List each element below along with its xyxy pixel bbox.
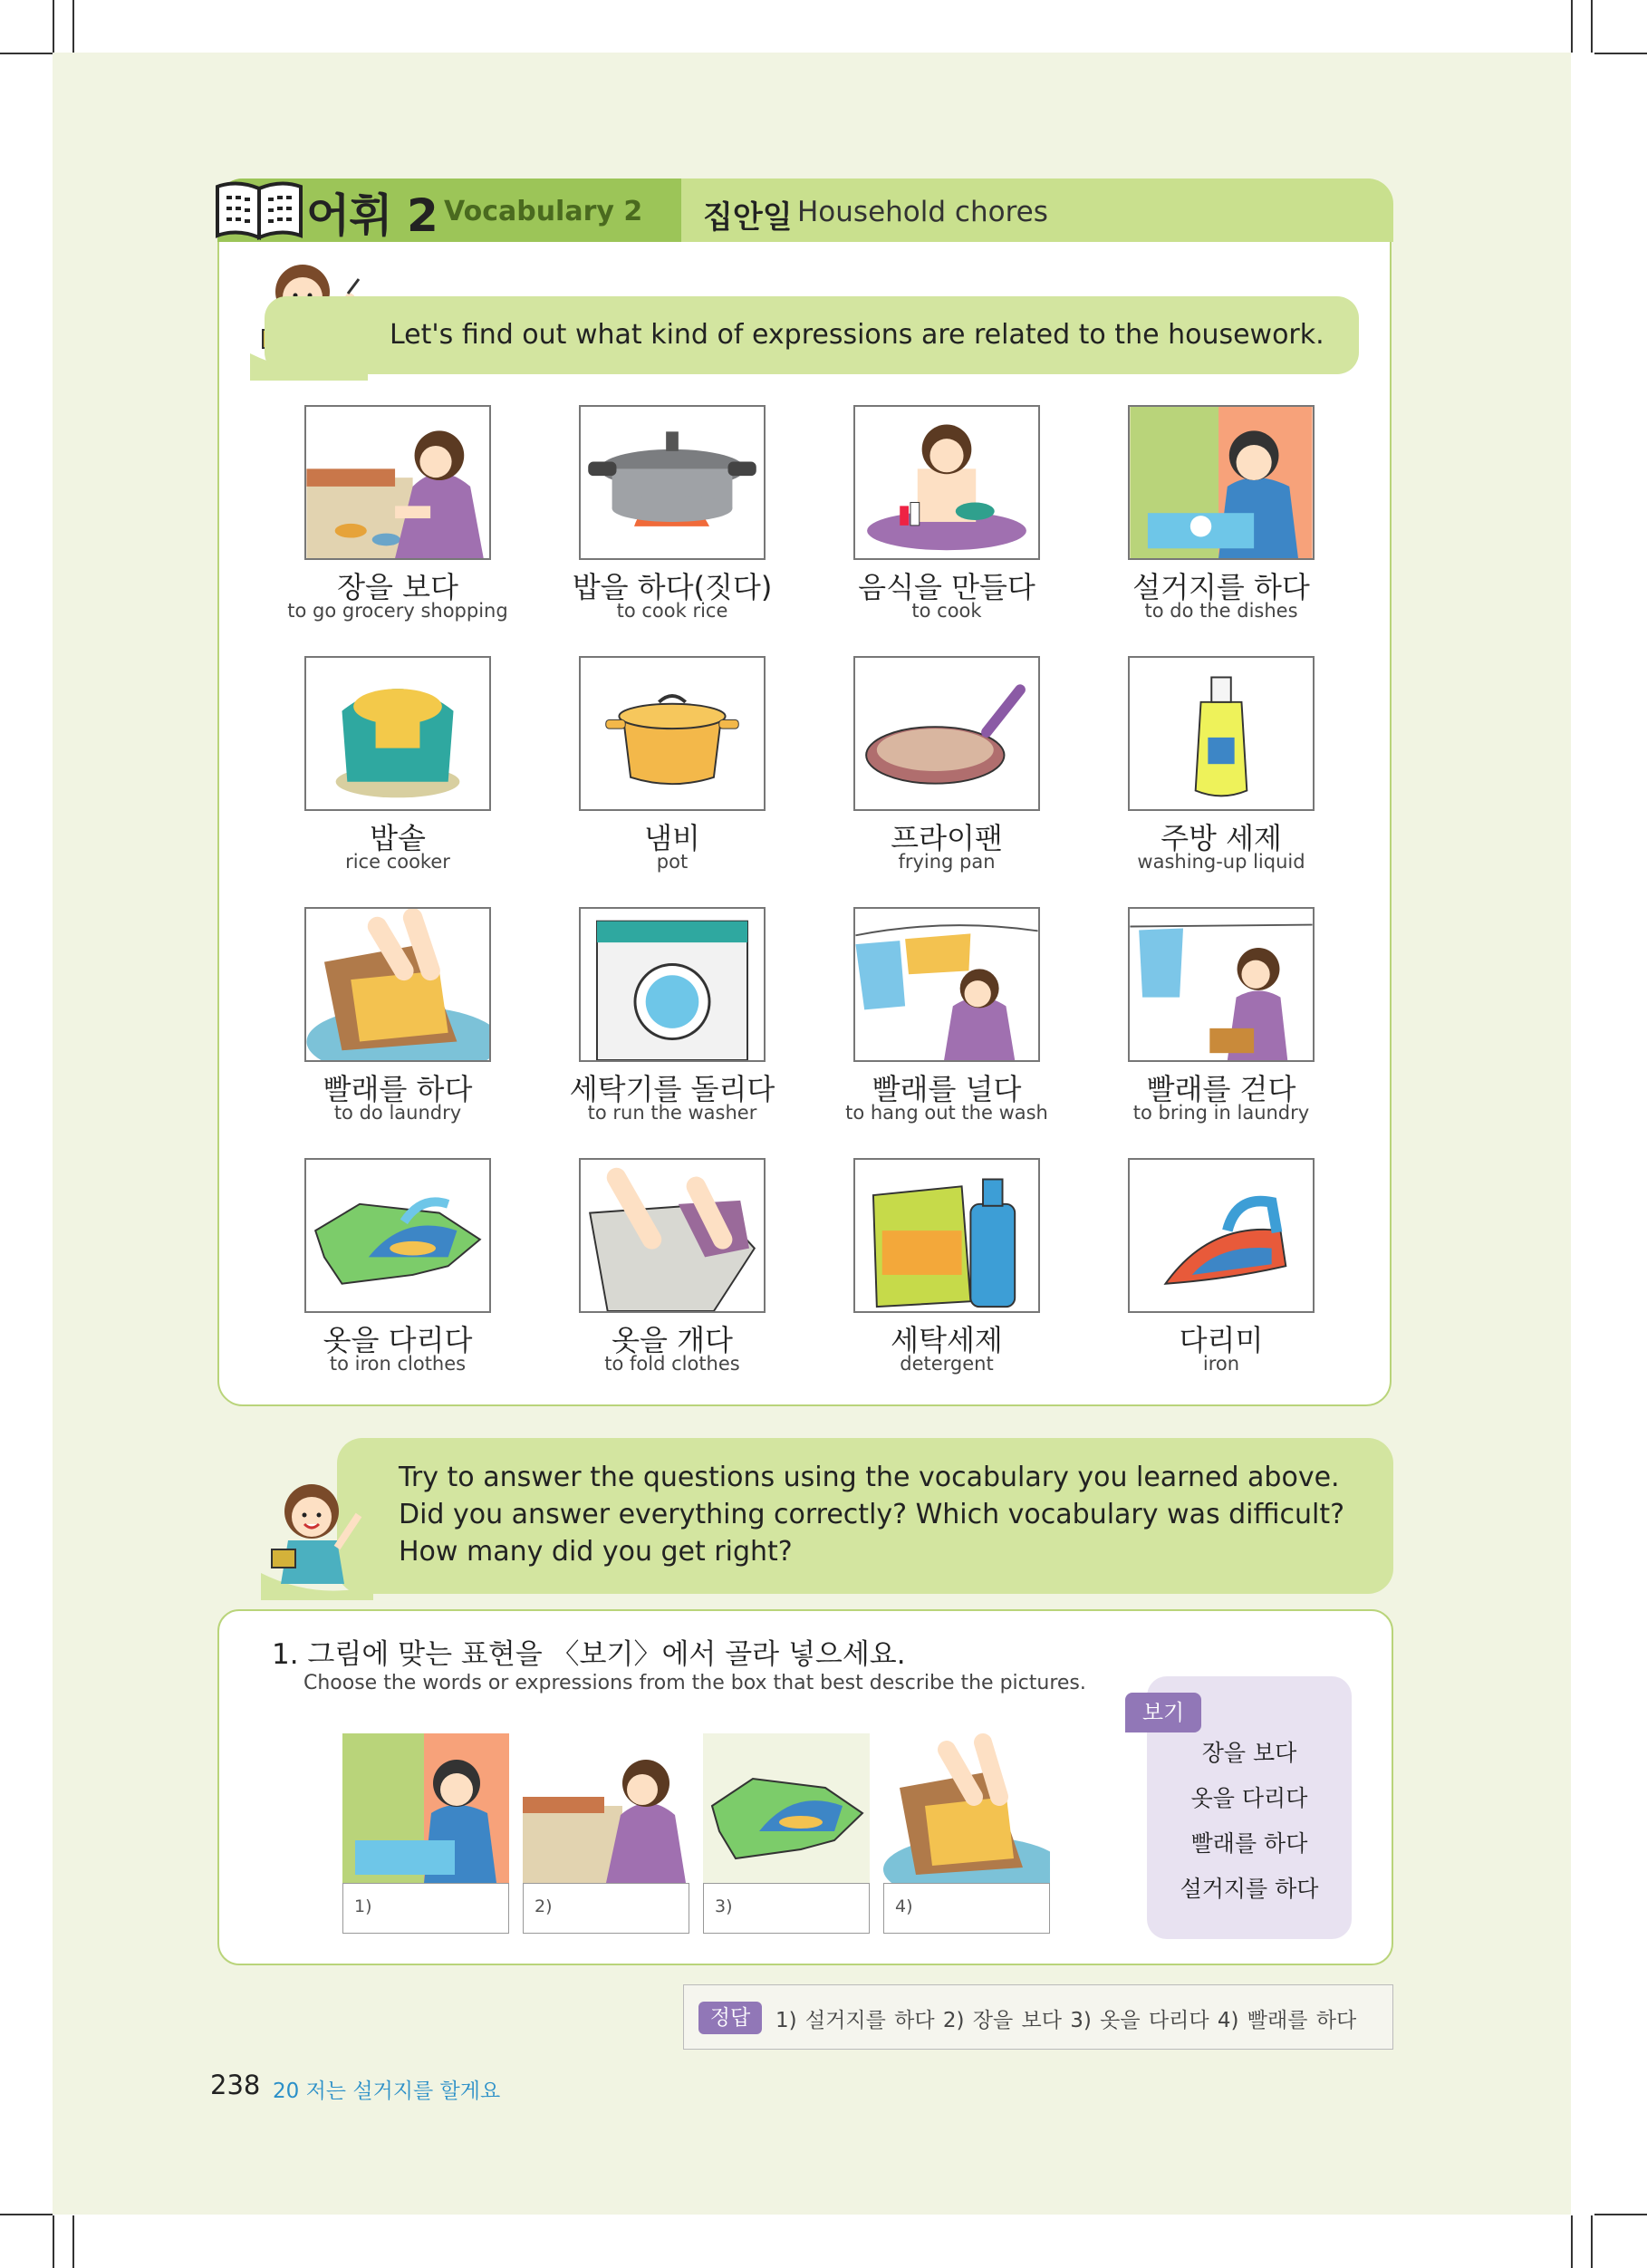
item-number: 2) xyxy=(535,1896,553,1916)
vocab-korean: 세탁기를 돌리다 xyxy=(569,1072,775,1106)
vocab-english: rice cooker xyxy=(345,851,450,873)
vocab-english: to iron clothes xyxy=(329,1353,467,1375)
exercise-question: 1. 그림에 맞는 표현을 〈보기〉에서 골라 넣으세요. xyxy=(272,1638,906,1671)
vocab-korean: 밥솥 xyxy=(370,821,426,855)
vocab-english: to do laundry xyxy=(333,1102,462,1124)
practice-intro-text: Try to answer the questions using the vocabulary you learned above. Did you answer everything correctly? Which vocabulary was difficult? How many did you get right? xyxy=(399,1462,1345,1568)
vocab-korean: 설거지를 하다 xyxy=(1132,570,1310,604)
hang-laundry-icon xyxy=(853,907,1040,1062)
crop-mark xyxy=(53,2215,54,2268)
ironing-clothes-icon xyxy=(703,1733,870,1883)
vocab-korean: 주방 세제 xyxy=(1161,821,1282,855)
hand-laundry-icon xyxy=(883,1733,1050,1883)
crop-mark xyxy=(72,2215,74,2268)
answer-blank[interactable] xyxy=(703,1883,870,1934)
vocab-korean: 음식을 만들다 xyxy=(858,570,1035,604)
frying-pan-icon xyxy=(853,656,1040,811)
crop-mark xyxy=(0,53,53,54)
cooking-icon xyxy=(853,405,1040,560)
detergent-icon xyxy=(853,1158,1040,1313)
example-box-label: 보기 xyxy=(1125,1693,1201,1732)
item-number: 1) xyxy=(354,1896,372,1916)
vocab-english: to hang out the wash xyxy=(845,1102,1048,1124)
vocab-english: to cook rice xyxy=(616,600,728,622)
topic-title: 집안일 xyxy=(703,199,793,236)
washing-machine-icon xyxy=(579,907,766,1062)
crop-mark xyxy=(72,0,74,53)
answer-blank[interactable] xyxy=(342,1883,509,1934)
folding-clothes-icon xyxy=(579,1158,766,1313)
vocab-korean: 옷을 다리다 xyxy=(323,1323,473,1357)
vocab-korean: 냄비 xyxy=(644,821,700,855)
crop-mark xyxy=(1591,0,1593,53)
topic-title-english: Household chores xyxy=(797,196,1048,228)
dishes-icon xyxy=(342,1733,509,1883)
crop-mark xyxy=(1571,2215,1573,2268)
grocery-shopping-icon xyxy=(304,405,491,560)
item-number: 3) xyxy=(715,1896,733,1916)
page-number: 238 xyxy=(210,2070,261,2100)
example-word: 옷을 다리다 xyxy=(1190,1785,1308,1811)
vocab-korean: 빨래를 하다 xyxy=(323,1072,473,1106)
vocab-english: iron xyxy=(1202,1353,1240,1375)
vocab-korean: 빨래를 널다 xyxy=(872,1072,1022,1106)
cooking-rice-icon xyxy=(579,405,766,560)
answer-text: 1) 설거지를 하다 2) 장을 보다 3) 옷을 다리다 4) 빨래를 하다 xyxy=(775,2009,1357,2032)
crop-mark xyxy=(1591,2215,1593,2268)
answer-label: 정답 xyxy=(698,2002,762,2034)
item-number: 4) xyxy=(895,1896,913,1916)
vocab-korean: 옷을 개다 xyxy=(612,1323,733,1357)
example-word: 장을 보다 xyxy=(1201,1740,1297,1766)
pot-icon xyxy=(579,656,766,811)
intro-text: Let's find out what kind of expressions are related to the housework. xyxy=(390,319,1324,351)
rice-cooker-icon xyxy=(304,656,491,811)
ironing-clothes-icon xyxy=(304,1158,491,1313)
exercise-instruction: Choose the words or expressions from the box that best describe the pictures. xyxy=(303,1672,1086,1694)
crop-mark xyxy=(1594,2214,1647,2215)
vocab-korean: 다리미 xyxy=(1179,1323,1264,1357)
dishes-icon xyxy=(1128,405,1315,560)
vocab-english: to bring in laundry xyxy=(1132,1102,1310,1124)
vocab-korean: 세탁세제 xyxy=(891,1323,1003,1357)
vocab-english: frying pan xyxy=(898,851,996,873)
book-icon xyxy=(214,178,304,241)
crop-mark xyxy=(0,2214,53,2215)
answer-blank[interactable] xyxy=(523,1883,689,1934)
crop-mark xyxy=(1594,53,1647,54)
vocab-korean: 장을 보다 xyxy=(337,570,458,604)
vocab-korean: 빨래를 걷다 xyxy=(1146,1072,1296,1106)
hand-laundry-icon xyxy=(304,907,491,1062)
crop-mark xyxy=(53,0,54,53)
vocab-english: pot xyxy=(656,851,689,873)
crop-mark xyxy=(1571,0,1573,53)
vocab-korean: 밥을 하다(짓다) xyxy=(572,570,773,604)
example-word: 빨래를 하다 xyxy=(1190,1830,1308,1857)
vocab-english: to do the dishes xyxy=(1144,600,1298,622)
vocab-english: to cook xyxy=(911,600,982,622)
vocab-english: washing-up liquid xyxy=(1137,851,1305,873)
vocab-english: to run the washer xyxy=(587,1102,757,1124)
example-word: 설거지를 하다 xyxy=(1180,1876,1319,1902)
vocab-english: to fold clothes xyxy=(604,1353,740,1375)
grocery-shopping-icon xyxy=(523,1733,689,1883)
vocab-english: detergent xyxy=(900,1353,994,1375)
section-title-english: Vocabulary 2 xyxy=(444,196,643,227)
answer-blank[interactable] xyxy=(883,1883,1050,1934)
chapter-title: 20 저는 설거지를 할게요 xyxy=(273,2080,501,2103)
dish-soap-icon xyxy=(1128,656,1315,811)
section-title: 어휘 2 xyxy=(306,189,438,242)
iron-icon xyxy=(1128,1158,1315,1313)
vocab-english: to go grocery shopping xyxy=(287,600,508,622)
teacher-illustration xyxy=(261,1466,373,1600)
collect-laundry-icon xyxy=(1128,907,1315,1062)
vocab-korean: 프라이팬 xyxy=(891,821,1003,855)
